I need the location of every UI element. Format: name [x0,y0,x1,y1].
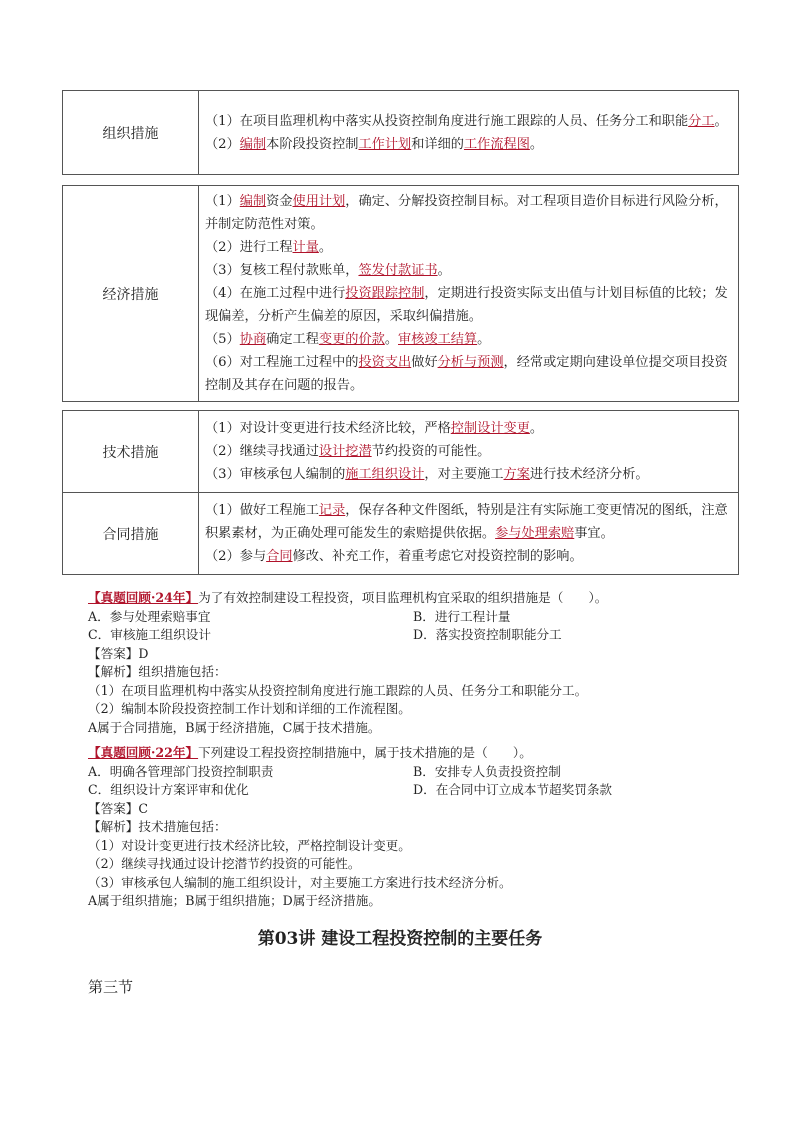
item-line [205,328,732,351]
row-content [199,411,739,493]
text-run: 。 [529,136,544,152]
row-content [199,186,739,402]
table-economic [62,185,739,402]
highlighted-term: 投资跟踪控制 [345,286,425,301]
highlighted-term: 协商 [239,332,267,347]
options-row [88,608,758,627]
text-run: （1）在项目监理机构中落实从投资控制角度进行施工跟踪的人员、任务分工和职能 [205,113,689,129]
question-block [88,589,758,737]
table-row [63,493,739,575]
options-row [88,763,758,782]
text-run: 做好 [411,355,438,370]
highlighted-term: 审核竣工结算 [398,332,478,347]
item-line [205,351,732,397]
text-run: ，定期进行投资实际支出值与计划目标值的比较；发现偏差，分析产生偏差的原因，采取纠偏措施。 [205,286,728,324]
highlighted-term: 合同 [266,549,293,564]
question-text: 下列建设工程投资控制措施中，属于技术措施的是（ ）。 [198,745,532,760]
highlighted-term: 编制 [239,136,267,152]
question-stem [88,589,758,608]
highlighted-term: 计量 [292,240,319,255]
analysis-line: （2）编制本阶段投资控制工作计划和详细的工作流程图。 [88,701,411,716]
question-tag: 【真题回顾·24年】 [88,590,199,605]
answer: 【答案】C [88,800,149,816]
question-block [88,744,758,911]
row-content [199,493,739,575]
table-row [63,91,739,175]
text-run: （1）对设计变更进行技术经济比较，严格 [205,421,451,436]
text-run: （1）做好工程施工 [205,503,319,518]
text-run: 和详细的 [411,136,464,152]
highlighted-term: 编制 [239,194,267,209]
option-d: D．落实投资控制职能分工 [413,627,562,642]
text-run: ，确定、分解投资控制目标。对工程项目造价目标进行风险分析，并制定防范性对策。 [205,194,728,232]
analysis-line: 【解析】技术措施包括： [88,819,227,834]
option-d: D．在合同中订立成本节超奖罚条款 [413,782,613,797]
option-c: C．组织设计方案评审和优化 [88,782,249,797]
answer: 【答案】D [88,645,149,661]
highlighted-term: 分工 [688,113,715,129]
text-run: 。 [529,421,544,436]
text-run: （5） [205,332,240,347]
text-run: 。 [384,332,399,347]
option-c: C．审核施工组织设计 [88,627,211,642]
text-run: ，经常或定期向建设单位提交项目投资控制及其存在问题的报告。 [205,355,728,393]
options-row [88,781,758,800]
highlighted-term: 变更的价款 [318,332,385,347]
item-line [205,417,732,440]
row-content [199,91,739,175]
analysis-line: （2）继续寻找通过设计挖潜节约投资的可能性。 [88,856,361,871]
options-row [88,626,758,645]
highlighted-term: 设计挖潜 [318,444,372,459]
highlighted-term: 参与处理索赔 [495,526,575,541]
text-run: （6）对工程施工过程中的 [205,355,359,370]
text-run: （3）审核承包人编制的 [205,467,346,482]
highlighted-term: 控制设计变更 [450,421,530,436]
option-b: B．安排专人负责投资控制 [413,763,561,779]
text-run: 。 [477,332,491,347]
question-text: 为了有效控制建设工程投资，项目监理机构宜采取的组织措施是（ ）。 [198,590,608,605]
item-line [205,190,732,236]
question-tag: 【真题回顾·22年】 [88,745,199,760]
text-run: 。 [437,263,451,278]
table-organization [62,90,739,175]
table-technical-contract [62,410,739,575]
highlighted-term: 施工组织设计 [345,467,425,482]
text-run: （2） [205,136,240,152]
text-run: （2）参与 [205,549,267,564]
text-run: （4）在施工过程中进行 [205,286,346,301]
highlighted-term: 方案 [503,467,530,482]
text-run: 确定工程 [266,332,319,347]
lecture-title: 第03讲 建设工程投资控制的主要任务 [257,929,543,949]
section-title: 第三节 [88,978,134,996]
text-run: 节约投资的可能性。 [371,444,491,459]
text-run: ，保存各种文件图纸，特别是注有实际施工变更情况的图纸，注意积累素材，为正确处理可能发生的索赔提供依据。 [205,503,728,541]
highlighted-term: 分析与预测 [437,355,504,370]
highlighted-term: 工作计划 [358,136,412,152]
analysis-line: （3）审核承包人编制的施工组织设计，对主要施工方案进行技术经济分析。 [88,874,512,890]
text-run: 本阶段投资控制 [266,136,359,152]
item-line [205,133,732,156]
text-run: （3）复核工程付款账单， [205,263,359,278]
row-label: 合同措施 [63,493,199,575]
item-line [205,282,732,328]
option-b: B．进行工程计量 [413,608,511,624]
table-row [63,186,739,402]
row-label: 技术措施 [63,411,199,493]
question-stem [88,744,758,763]
highlighted-term: 投资支出 [358,355,412,370]
text-run: （1） [205,194,240,209]
item-line [205,463,732,486]
item-line [205,236,732,259]
item-line [205,440,732,463]
item-line [205,545,732,568]
highlighted-term: 工作流程图 [463,136,530,152]
option-a: A．参与处理索赔事宜 [88,608,211,624]
analysis-line: A属于组织措施；B属于组织措施；D属于经济措施。 [88,893,381,908]
highlighted-term: 使用计划 [292,194,346,209]
text-run: （2）进行工程 [205,240,293,255]
row-label: 经济措施 [63,186,199,402]
item-line [205,259,732,282]
text-run: 修改、补充工作，着重考虑它对投资控制的影响。 [292,549,583,564]
text-run: 事宜。 [574,526,614,541]
analysis-line: （1）对设计变更进行技术经济比较，严格控制设计变更。 [88,837,411,853]
item-line [205,499,732,545]
text-run: 资金 [266,194,293,209]
text-run: （2）继续寻找通过 [205,444,319,459]
item-line [205,110,732,133]
highlighted-term: 签发付款证书 [358,263,438,278]
analysis-line: A属于合同措施，B属于经济措施，C属于技术措施。 [88,719,381,735]
row-label: 组织措施 [63,91,199,175]
highlighted-term: 记录 [318,503,346,518]
table-row [63,411,739,493]
text-run: 。 [714,113,728,129]
analysis-line: （1）在项目监理机构中落实从投资控制角度进行施工跟踪的人员、任务分工和职能分工。 [88,682,588,698]
text-run: 。 [318,240,333,255]
text-run: 进行技术经济分析。 [529,467,649,482]
option-a: A．明确各管理部门投资控制职责 [88,763,274,779]
text-run: ，对主要施工 [424,467,504,482]
analysis-line: 【解析】组织措施包括： [88,664,227,679]
